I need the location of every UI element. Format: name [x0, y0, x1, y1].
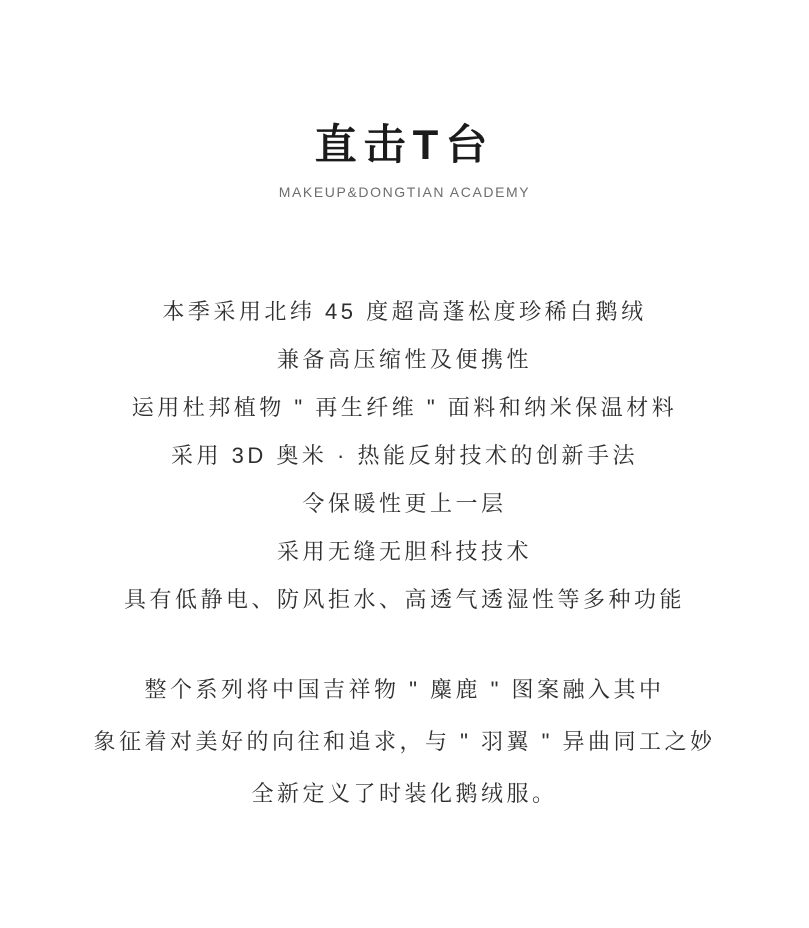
story-line: 象征着对美好的向往和追求，与 " 羽翼 " 异曲同工之妙 — [93, 729, 716, 754]
feature-line: 采用 3D 奥米 · 热能反射技术的创新手法 — [171, 443, 638, 468]
feature-line: 兼备高压缩性及便携性 — [276, 347, 532, 372]
page-subtitle: MAKEUP&DONGTIAN ACADEMY — [278, 184, 531, 200]
page-title: 直击T台 — [314, 121, 495, 168]
story-line: 整个系列将中国吉祥物 " 麋鹿 " 图案融入其中 — [144, 677, 665, 702]
paragraph-design-story — [0, 664, 809, 820]
feature-line: 令保暖性更上一层 — [302, 491, 507, 516]
feature-line: 采用无缝无胆科技技术 — [276, 539, 532, 564]
feature-line: 本季采用北纬 45 度超高蓬松度珍稀白鹅绒 — [162, 299, 647, 324]
story-line: 全新定义了时装化鹅绒服。 — [251, 781, 558, 806]
feature-line: 运用杜邦植物 " 再生纤维 " 面料和纳米保温材料 — [131, 395, 678, 420]
feature-line: 具有低静电、防风拒水、高透气透湿性等多种功能 — [123, 587, 685, 612]
page-header — [0, 0, 809, 201]
paragraph-features — [0, 288, 809, 624]
body-content — [0, 288, 809, 820]
